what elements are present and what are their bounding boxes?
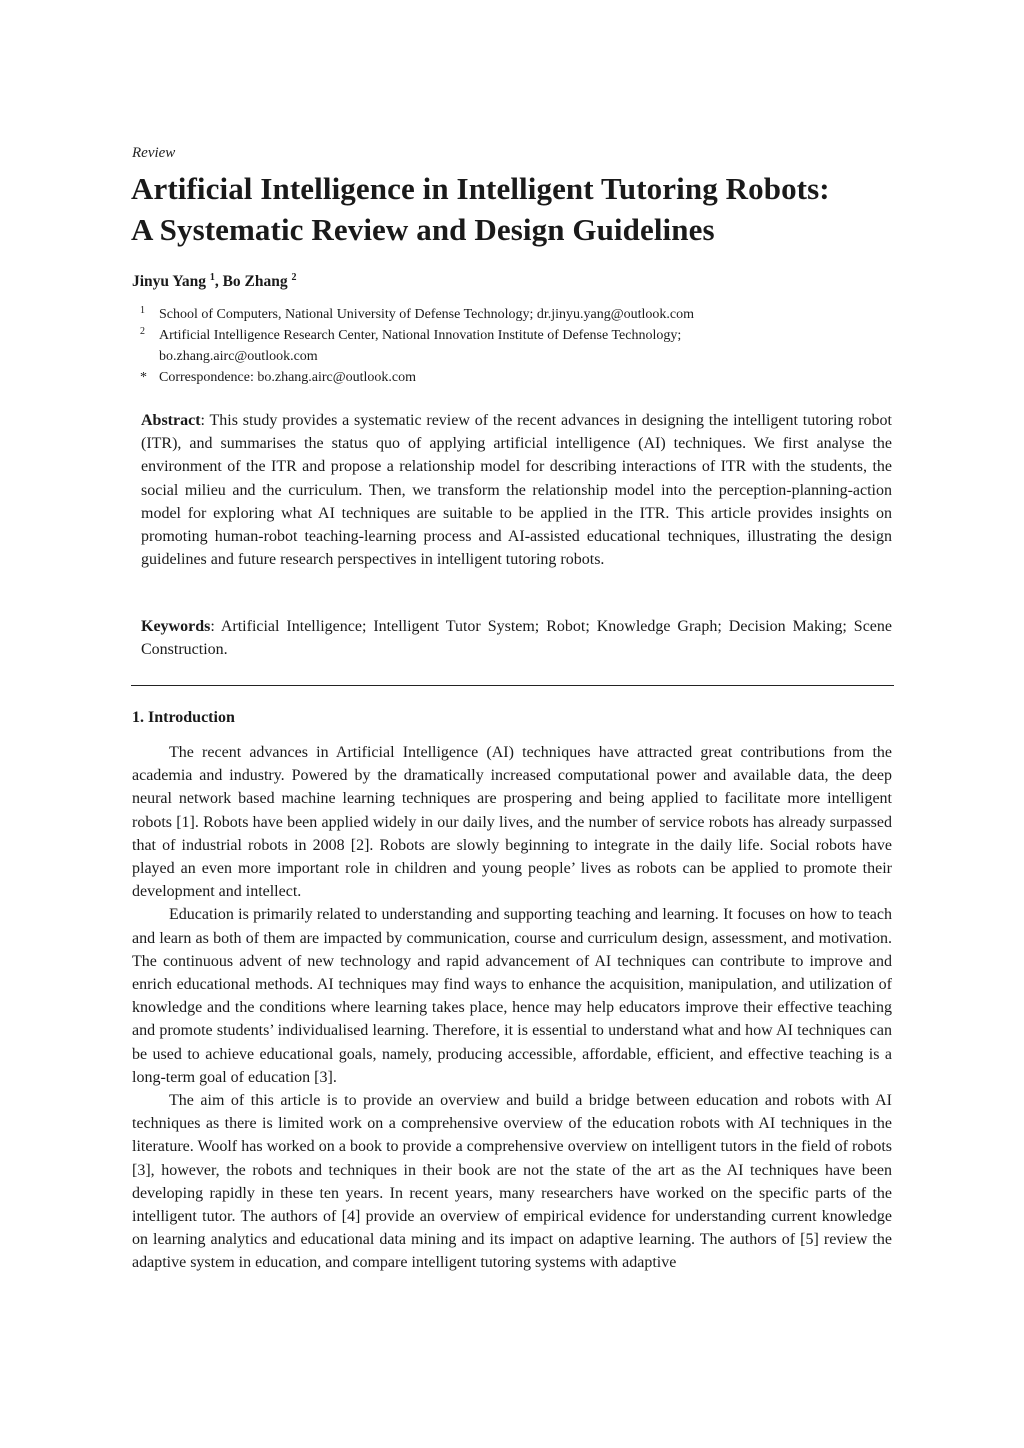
body-paragraph: Education is primarily related to understanding and supporting teaching and learning. It focuses on how to teach and learn as both of them are impacted by communication, course and curriculum design, assessment, and motivation. The continuous advent of new technology and rapid advancement of AI techniques can contribute to improve and enrich educational methods. AI techniques may find ways to enhance the acquisition, manipulation, and utilization of knowledge and the conditions where learning takes place, hence may help educators improve their effective teaching and promote students’ individualised learning. Therefore, it is essential to understand what and how AI techniques can be used to achieve educational goals, namely, producing accessible, affordable, efficient, and effective teaching is a long-term goal of education [3]. [132, 906, 892, 1086]
affiliation-list [132, 304, 832, 388]
affiliation-marker: 2 [140, 326, 145, 337]
affiliation-text: School of Computers, National University of Defense Technology; dr.jinyu.yang@outlook.com [159, 307, 695, 322]
section-heading: 1. Introduction [132, 709, 235, 726]
abstract [141, 409, 892, 571]
section-body [132, 741, 892, 1275]
author-name: Bo Zhang [222, 273, 288, 291]
correspondence-marker: * [140, 370, 147, 385]
body-paragraph: The recent advances in Artificial Intelligence (AI) techniques have attracted great contributions from the academia and industry. Powered by the dramatically increased computational power and available data, the deep neural network based machine learning techniques are prospering and being applied to facilitate more intelligent robots [1]. Robots have been applied widely in our daily lives, and the number of service robots has already surpassed that of industrial robots in 2008 [2]. Robots are slowly beginning to integrate in the daily life. Social robots have played an even more important role in children and young people’ lives as robots can be applied to promote their development and intellect. [132, 744, 892, 901]
abstract-label: Abstract [141, 412, 201, 429]
keywords [141, 615, 892, 661]
author-separator: , [214, 273, 223, 291]
section-divider [131, 685, 894, 686]
affiliation-email: bo.zhang.airc@outlook.com [159, 349, 318, 364]
affiliation-text: Artificial Intelligence Research Center, National Innovation Institute of Defense Technology; [159, 328, 682, 343]
correspondence-text: Correspondence: bo.zhang.airc@outlook.com [159, 370, 417, 385]
affiliation-marker: 1 [140, 305, 145, 316]
body-paragraph: The aim of this article is to provide an overview and build a bridge between education and robots with AI techniques as there is limited work on a comprehensive overview of the education robots with AI techniques in the literature. Woolf has worked on a book to provide a comprehensive overview on intelligent tutors in the field of robots [3], however, the robots and techniques in their book are not the state of the art as the AI techniques have been developing rapidly in these ten years. In recent years, many researchers have worked on the specific parts of the intelligent tutor. The authors of [4] provide an overview of empirical evidence for understanding current knowledge on learning analytics and educational data mining and its impact on adaptive learning. The authors of [5] review the adaptive system in education, and compare intelligent tutoring systems with adaptive [132, 1092, 892, 1272]
author-name: Jinyu Yang [132, 273, 206, 291]
article-type-label: Review [132, 145, 176, 161]
paper-title [131, 168, 911, 250]
affiliation-item [132, 367, 832, 388]
paper-title-line-2: A Systematic Review and Design Guidelines [131, 212, 715, 247]
keywords-label: Keywords [141, 618, 211, 635]
author-affiliation-mark: 2 [291, 272, 297, 283]
abstract-text: : This study provides a systematic review of the recent advances in designing the intelligent tutoring robot (ITR), and summarises the status quo of applying artificial intelligence (AI) techniques. We first analyse the environment of the ITR and propose a relationship model for describing interactions of ITR with the students, the social milieu and the curriculum. Then, we transform the relationship model into the perception-planning-action model for exploring what AI techniques are suitable to be applied in the ITR. This article provides insights on promoting human-robot teaching-learning process and AI-assisted educational techniques, illustrating the design guidelines and future research perspectives in intelligent tutoring robots. [141, 412, 892, 569]
author-list [132, 272, 297, 291]
author-affiliation-mark: 1 [209, 272, 215, 283]
affiliation-item [132, 325, 832, 367]
paper-title-line-1: Artificial Intelligence in Intelligent Tutoring Robots: [131, 171, 830, 206]
keywords-text: : Artificial Intelligence; Intelligent Tutor System; Robot; Knowledge Graph; Decision Making; Scene Construction. [141, 618, 892, 659]
affiliation-item [132, 304, 832, 325]
